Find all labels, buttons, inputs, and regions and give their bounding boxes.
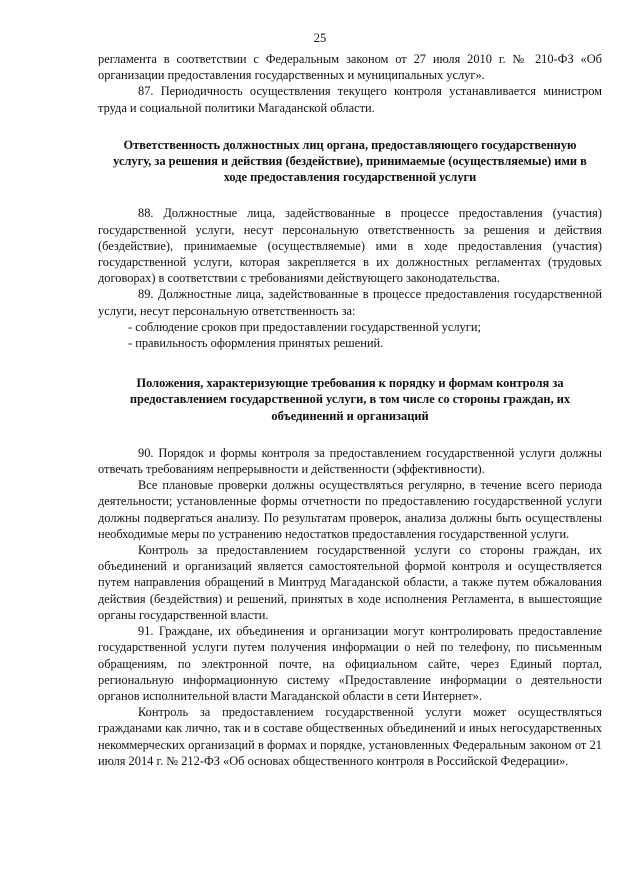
paragraph-90-citizen-control: Контроль за предоставлением государственной услуги со стороны граждан, их объединений и организаций является самостоятельной формой контроля и осуществляется путем направления обращений в Минтруд Магаданской области, а также путем обжалования действия (бездействия) и решений, принятых в ходе исполнения Регламента, в вышестоящие органы государственной власти. — [98, 543, 602, 622]
paragraph-90-inspections: Все плановые проверки должны осуществляться регулярно, в течение всего периода деятельности; установленные формы отчетности по предоставлению государственной услуги должны подвергаться анализу. По результатам проверок, анализа должны быть осуществлены необходимые меры по устранению недостатков предоставления государственной услуги. — [98, 478, 602, 541]
paragraph-87: 87. Периодичность осуществления текущего контроля устанавливается министром труда и социальной политики Магаданской области. — [98, 84, 602, 115]
list-item: - правильность оформления принятых решений. — [128, 336, 384, 351]
section-heading-responsibility: Ответственность должностных лиц органа, предоставляющего государственную услугу, за решения и действия (бездействие), принимаемые (осуществляемые) ими в ходе предоставления государственной услуги — [113, 137, 587, 185]
document-body — [98, 51, 602, 769]
page-number: 25 — [313, 31, 327, 45]
paragraph-89: 89. Должностные лица, задействованные в процессе предоставления государственной услуги, несут персональную ответственность за: — [98, 287, 602, 318]
section-heading-control: Положения, характеризующие требования к порядку и формам контроля за предоставлением государственной услуги, в том числе со стороны граждан, их объединений и организаций — [129, 376, 571, 423]
paragraph-88: 88. Должностные лица, задействованные в процессе предоставления (участия) государственной услуги, несут персональную ответственность за решения и действия (бездействие), принимаемые (осуществляемые) ими в ходе предоставления (участия) государственной услуги, которая закрепляется в их должностных регламентах (трудовых договорах) в соответствии с требованиями действующего законодательства. — [98, 206, 602, 286]
paragraph-continuation: регламента в соответствии с Федеральным законом от 27 июля 2010 г. № 210-ФЗ «Об организации предоставления государственных и муниципальных услуг». — [98, 52, 602, 83]
paragraph-90: 90. Порядок и формы контроля за предоставлением государственной услуги должны отвечать требованиям непрерывности и действенности (эффективности). — [98, 445, 602, 477]
paragraph-91: 91. Граждане, их объединения и организации могут контролировать предоставление государственной услуги путем получения информации о ней по телефону, по письменным обращениям, по электронной почте, на официальном сайте, через Единый портал, региональную информационную систему «Предоставление информации о деятельности органов исполнительной власти Магаданской области в сети Интернет». — [98, 624, 602, 703]
list-item: - соблюдение сроков при предоставлении государственной услуги; — [128, 319, 481, 334]
paragraph-91-public-control: Контроль за предоставлением государственной услуги может осуществляться гражданами как лично, так и в составе общественных объединений и иных негосударственных некоммерческих организаций в формах и порядке, установленных Федеральным законом от 21 июля 2014 г. № 212-ФЗ «Об основах общественного контроля в Российской Федерации». — [98, 705, 602, 768]
